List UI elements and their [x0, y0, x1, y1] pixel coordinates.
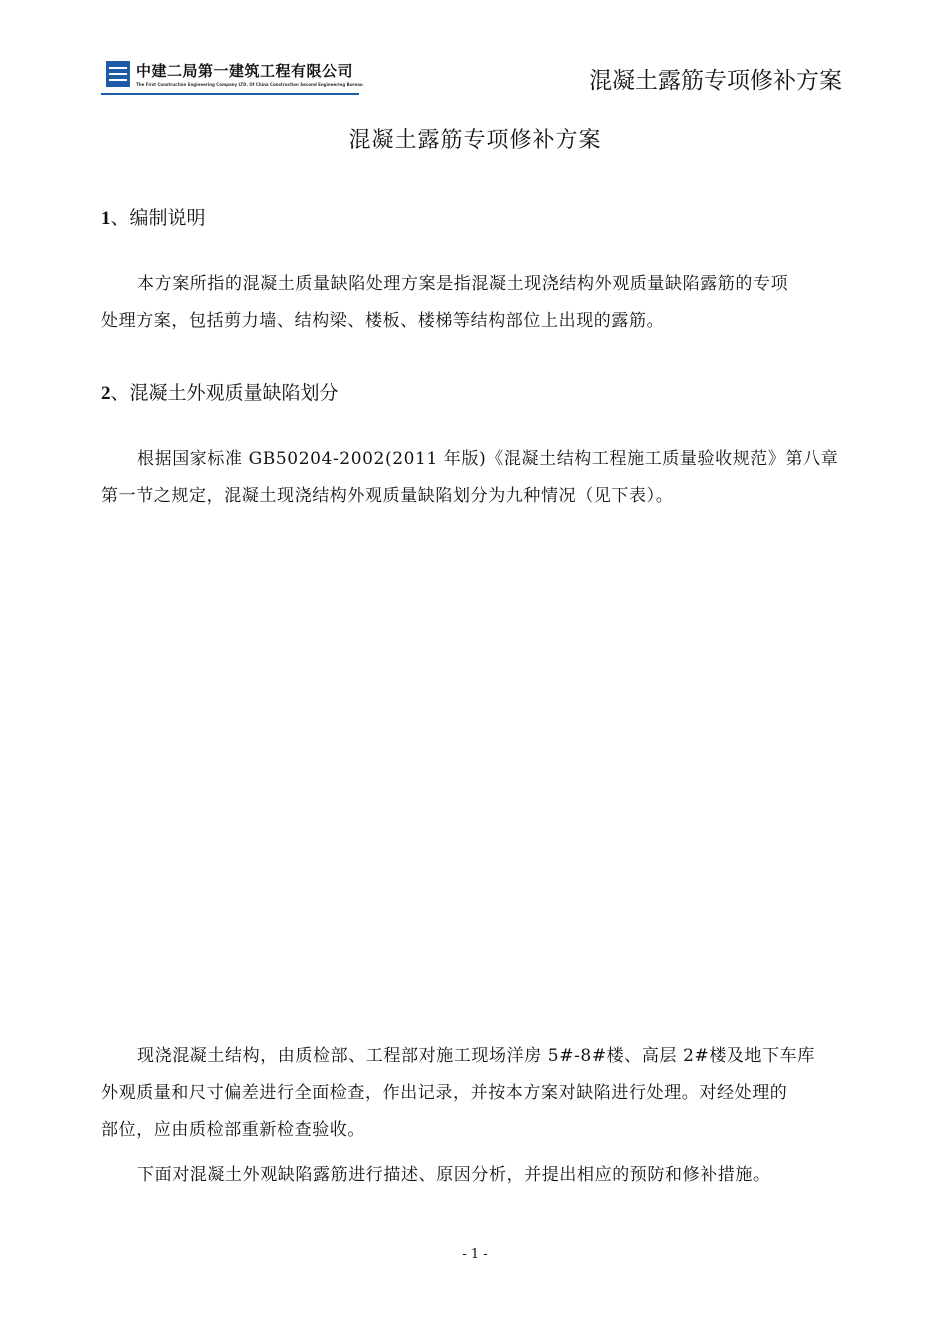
company-logo-icon — [106, 61, 130, 87]
section-number: 1 — [101, 208, 111, 229]
paragraph-line: 本方案所指的混凝土质量缺陷处理方案是指混凝土现浇结构外观质量缺陷露筋的专项 — [137, 274, 789, 294]
closing-paragraph-2 — [101, 1157, 861, 1194]
paragraph-line: 根据国家标准 GB50204-2002(2011 年版)《混凝土结构工程施工质量验收规范》第八章 — [137, 449, 839, 469]
paragraph-line: 现浇混凝土结构，由质检部、工程部对施工现场洋房 5#-8#楼、高层 2#楼及地下车库 — [137, 1046, 815, 1066]
company-name-english: The First Construction Engineering Company LTD. Of China Construction Second Engineering Bureau — [136, 82, 363, 87]
page-number: - 1 - — [462, 1247, 488, 1262]
paragraph-line: 部位，应由质检部重新检查验收。 — [101, 1120, 365, 1140]
section-1-paragraph — [101, 266, 861, 340]
paragraph-line: 外观质量和尺寸偏差进行全面检查，作出记录，并按本方案对缺陷进行处理。对经处理的 — [101, 1083, 788, 1103]
paragraph-line: 第一节之规定，混凝土现浇结构外观质量缺陷划分为九种情况（见下表）。 — [101, 486, 674, 506]
paragraph-line: 处理方案，包括剪力墙、结构梁、楼板、楼梯等结构部位上出现的露筋。 — [101, 311, 665, 331]
header-divider — [101, 93, 359, 95]
section-number: 2 — [101, 383, 111, 404]
paragraph-line: 下面对混凝土外观缺陷露筋进行描述、原因分析，并提出相应的预防和修补措施。 — [137, 1165, 771, 1185]
section-heading-text: 、混凝土外观质量缺陷划分 — [110, 382, 339, 404]
header-doc-title: 混凝土露筋专项修补方案 — [589, 68, 842, 94]
section-heading-text: 、编制说明 — [110, 207, 206, 229]
company-name: 中建二局第一建筑工程有限公司 — [136, 62, 354, 80]
closing-paragraph-1 — [101, 1038, 861, 1149]
section-heading-2 — [101, 378, 339, 405]
page-title: 混凝土露筋专项修补方案 — [348, 128, 602, 153]
section-heading-1 — [101, 203, 206, 230]
section-2-paragraph — [101, 441, 861, 515]
